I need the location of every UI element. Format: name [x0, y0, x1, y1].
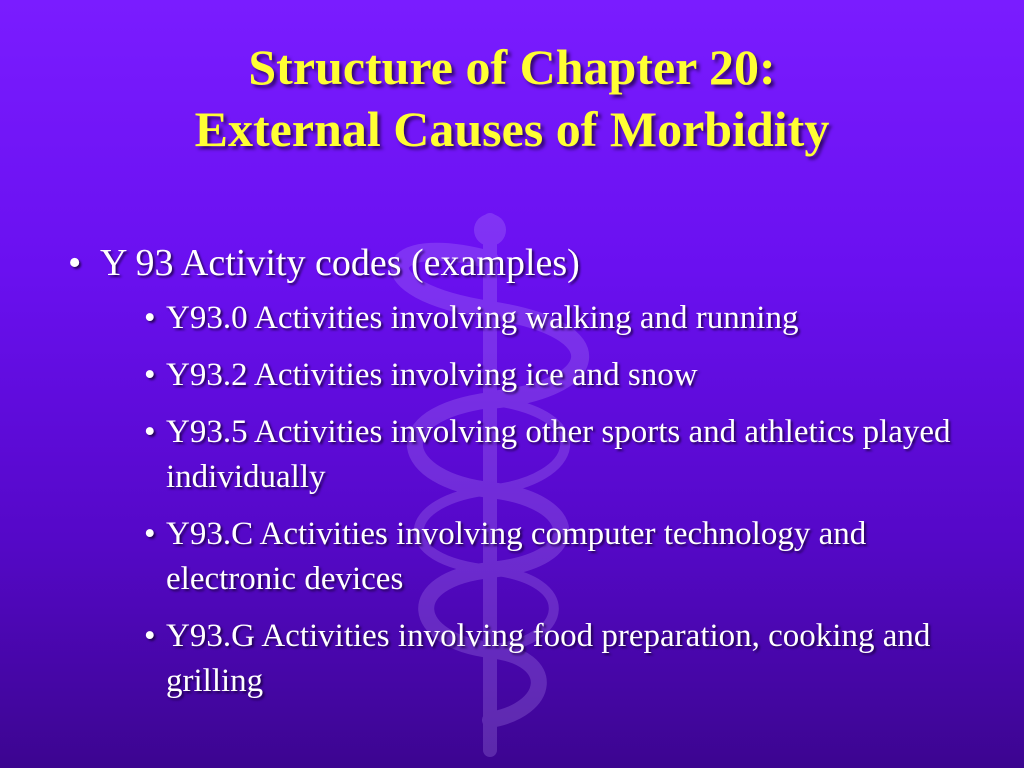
- bullet-icon: •: [144, 414, 156, 450]
- sub-bullet-item: [144, 410, 1004, 500]
- bullet-icon: •: [144, 300, 156, 336]
- sub-bullet-item: [144, 296, 1004, 341]
- sub-bullet-text: Y93.5 Activities involving other sports and athletics played individually: [166, 414, 951, 495]
- sub-bullet-text: Y93.0 Activities involving walking and running: [166, 300, 799, 336]
- slide-content: [64, 240, 1004, 716]
- bullet-icon: •: [144, 618, 156, 654]
- main-bullet-item: [64, 240, 1004, 286]
- bullet-icon: •: [144, 516, 156, 552]
- title-line-2: External Causes of Morbidity: [194, 101, 830, 157]
- sub-bullet-list: [64, 296, 1004, 704]
- sub-bullet-item: [144, 512, 1004, 602]
- main-bullet-text: Y 93 Activity codes (examples): [100, 242, 580, 284]
- bullet-icon: •: [144, 357, 156, 393]
- slide-title: [0, 36, 1024, 160]
- bullet-icon: •: [68, 242, 82, 284]
- sub-bullet-item: [144, 353, 1004, 398]
- sub-bullet-text: Y93.2 Activities involving ice and snow: [166, 357, 698, 393]
- sub-bullet-text: Y93.C Activities involving computer technology and electronic devices: [166, 516, 867, 597]
- sub-bullet-text: Y93.G Activities involving food preparation, cooking and grilling: [166, 618, 931, 699]
- sub-bullet-item: [144, 614, 1004, 704]
- title-line-1: Structure of Chapter 20:: [248, 39, 776, 95]
